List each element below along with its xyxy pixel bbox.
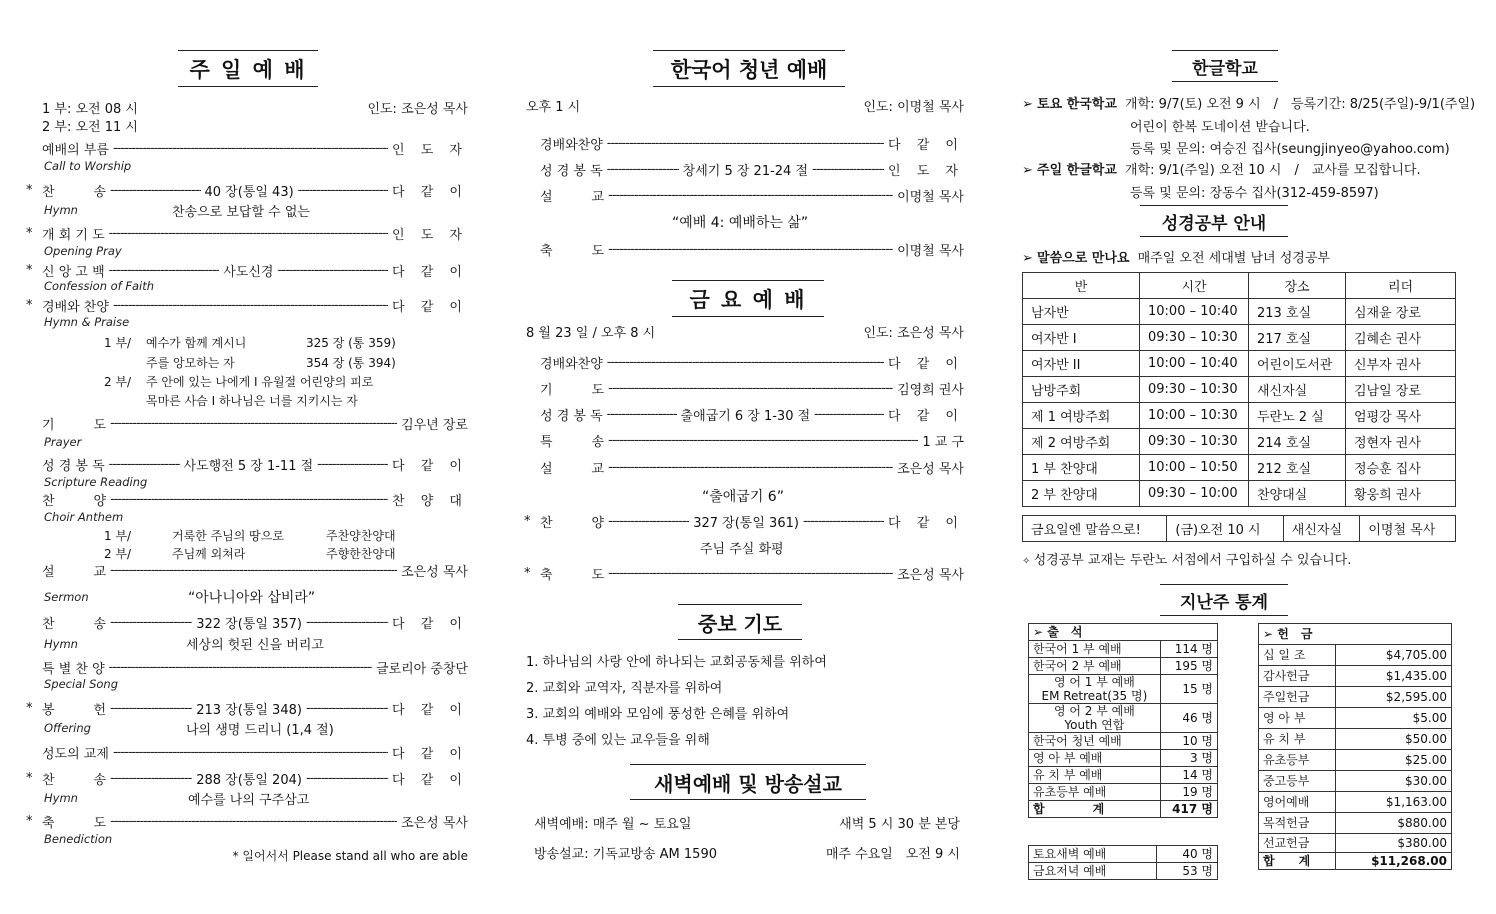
special-en: Special Song xyxy=(44,677,119,691)
bible-intro: ➢ 말씀으로 만나요 매주일 오전 세대별 남녀 성경공부 xyxy=(1022,251,1330,266)
sunday-anthem-row: 찬 양 ----- 찬 양 대 xyxy=(42,489,468,509)
youth-title: 한국어 청년 예배 xyxy=(653,50,845,87)
table-row: 여자반 II 10:00 – 10:40 어린이도서관 신부자 권사 xyxy=(1023,351,1456,377)
call-en: Call to Worship xyxy=(44,159,132,173)
hymn3-title: 예수를 나의 구주삼고 xyxy=(188,793,310,808)
arrow-icon: ➢ xyxy=(1263,627,1278,641)
table-row: 남방주회 09:30 – 10:30 새신자실 김남일 장로 xyxy=(1023,377,1456,403)
table-row: 토요새벽 예배 40 명 xyxy=(1029,846,1218,863)
anthem-choir-2: 주향한찬양대 xyxy=(326,547,396,561)
praise-song-4: 목마른 사슴 I 하나님은 너를 지키시는 자 xyxy=(146,394,358,408)
table-row: 금요저녁 예배 53 명 xyxy=(1029,863,1218,880)
sunday-service-column xyxy=(26,0,468,880)
intercession-item-1: 1. 하나님의 사랑 안에 하나되는 교회공동체를 위하여 xyxy=(526,655,827,670)
sermon-en: Sermon xyxy=(44,590,89,604)
table-row: 금요일엔 말씀으로! (금)오전 10 시 새신자실 이명철 목사 xyxy=(1023,516,1456,542)
radio-time: 매주 수요일 오전 9 시 xyxy=(825,847,960,862)
dawn-title: 새벽예배 및 방송설교 xyxy=(630,764,866,800)
intercession-item-4: 4. 투병 중에 있는 교우들을 위해 xyxy=(526,733,710,748)
arrow-icon: ➢ xyxy=(1033,625,1048,639)
school-sat: ➢ 토요 한국학교 개학: 9/7(토) 오전 9 시 / 등록기간: 8/25(주일)-9/1(주일) xyxy=(1022,97,1476,112)
table-row: 제 2 여방주회 09:30 – 10:30 214 호실 정현자 권사 xyxy=(1023,429,1456,455)
school-sun: ➢ 주일 한글학교 개학: 9/1(주일) 오전 10 시 / 교사를 모집합니다. xyxy=(1022,163,1421,178)
stand-star: * xyxy=(26,182,33,198)
friday-sermon-title: “출애굽기 6” xyxy=(702,489,784,505)
intercession-item-2: 2. 교회와 교역자, 직분자를 위하여 xyxy=(526,681,723,696)
sunday-fellowship-row: 성도의 교제 ----- 다 같 이 xyxy=(42,742,468,762)
diamond-icon: ✧ xyxy=(1022,556,1034,567)
sermon-title: “아나니아와 삽비라” xyxy=(188,590,316,606)
table-row: 한국어 1 부 예배 114 명 xyxy=(1029,641,1218,658)
youth-leader: 인도: 이명철 목사 xyxy=(863,100,964,115)
table-row: 선교헌금 $380.00 xyxy=(1259,834,1452,853)
table-row: 영 아 부 예배 3 명 xyxy=(1029,750,1218,767)
table-row: 유 치 부 예배 14 명 xyxy=(1029,767,1218,784)
sunday-time-1: 1 부: 오전 08 시 xyxy=(42,102,138,117)
sunday-title: 주 일 예 배 xyxy=(178,50,318,87)
table-row: 목적헌금 $880.00 xyxy=(1259,813,1452,834)
sunday-call-row xyxy=(42,138,468,158)
friday-hymn-title: 주님 주실 화평 xyxy=(700,542,784,557)
school-sun-line2: 등록 및 문의: 장동수 집사(312-459-8597) xyxy=(1130,186,1379,201)
friday-title: 금 요 예 배 xyxy=(672,280,824,317)
hymn2-en: Hymn xyxy=(44,637,78,651)
offering-en: Offering xyxy=(44,721,91,735)
table-row: 주일헌금 $2,595.00 xyxy=(1259,687,1452,708)
table-row: 여자반 I 09:30 – 10:30 217 호실 김혜손 권사 xyxy=(1023,325,1456,351)
sunday-reading-row: 성 경 봉 독 ----- 사도행전 5 장 1-11 절 ----- 다 같 이 xyxy=(42,454,468,474)
anthem-en: Choir Anthem xyxy=(44,510,124,524)
friday-leader: 인도: 조은성 목사 xyxy=(863,326,964,341)
youth-time: 오후 1 시 xyxy=(526,100,581,115)
friday-hymn-row: * 찬 양 ----- 327 장(통일 361) ----- 다 같 이 xyxy=(540,511,964,531)
sunday-special-row: 특 별 찬 양 ----- 글로리아 중창단 xyxy=(42,657,468,677)
friday-reading-row: 성 경 봉 독 ----- 출애굽기 6 장 1-30 절 ----- 다 같 이 xyxy=(540,404,964,424)
table-row: 남자반 10:00 – 10:40 213 호실 심재윤 장로 xyxy=(1023,299,1456,325)
praise-song-2: 주를 앙모하는 자 xyxy=(146,356,235,370)
arrow-icon: ➢ xyxy=(1022,251,1038,266)
sunday-bene-row: * 축 도 ----- 조은성 목사 xyxy=(42,811,468,831)
leader: 인 도 자 xyxy=(392,142,468,158)
anthem-choir-1: 주찬양찬양대 xyxy=(326,529,396,543)
table-row: 감사헌금 $1,435.00 xyxy=(1259,666,1452,687)
creed-en: Confession of Faith xyxy=(44,279,155,293)
praise-song-1: 예수가 함께 계시니 xyxy=(146,336,247,350)
offering-title: 나의 생명 드리니 (1,4 절) xyxy=(186,723,334,738)
reading-en: Scripture Reading xyxy=(44,475,148,489)
table-header: 반 시간 장소 리더 xyxy=(1023,273,1456,299)
stand-footnote: * 일어서서 Please stand all who are able xyxy=(232,849,468,863)
table-row: 영 어 2 부 예배 Youth 연합 46 명 xyxy=(1029,704,1218,733)
hymn3-en: Hymn xyxy=(44,791,78,805)
hymn1-title: 찬송으로 보답할 수 없는 xyxy=(172,205,310,220)
table-row: 유초등부 예배 19 명 xyxy=(1029,784,1218,801)
youth-reading-row: 성 경 봉 독 ----- 창세기 5 장 21-24 절 ----- 인 도 자 xyxy=(540,159,964,179)
label: 예배의 부름 xyxy=(42,142,109,158)
offering-header: ➢ 헌 금 xyxy=(1259,624,1452,645)
radio-station: 방송설교: 기독교방송 AM 1590 xyxy=(534,847,717,862)
table-row: 십 일 조 $4,705.00 xyxy=(1259,645,1452,666)
bene-en: Benediction xyxy=(44,832,113,846)
dawn-schedule: 새벽예배: 매주 월 ~ 토요일 xyxy=(534,817,692,832)
youth-bene-row: 축 도 ----- 이명철 목사 xyxy=(540,239,964,259)
table-row: 중고등부 $30.00 xyxy=(1259,771,1452,792)
sunday-creed-row: * 신 앙 고 백 ----- 사도신경 ----- 다 같 이 xyxy=(42,260,468,280)
table-row: 2 부 찬양대 09:30 – 10:00 찬양대실 황웅희 권사 xyxy=(1023,481,1456,507)
youth-sermon-row: 설 교 ----- 이명철 목사 xyxy=(540,185,964,205)
intercession-item-3: 3. 교회의 예배와 모임에 풍성한 은혜를 위하여 xyxy=(526,707,790,722)
table-row: 유초등부 $25.00 xyxy=(1259,750,1452,771)
school-sat-line3: 등록 및 문의: 여승진 집사(seungjinyeo@yahoo.com) xyxy=(1130,142,1450,157)
sunday-time-2: 2 부: 오전 11 시 xyxy=(42,120,138,135)
sunday-offering-row: * 봉 헌 ----- 213 장(통일 348) ----- 다 같 이 xyxy=(42,698,468,718)
friday-study-table xyxy=(1022,515,1456,542)
dawn-place: 새벽 5 시 30 분 본당 xyxy=(839,817,960,832)
friday-praise-row: 경배와찬양 ----- 다 같 이 xyxy=(540,352,964,372)
prayer1-en: Opening Pray xyxy=(44,244,122,258)
school-sat-line2: 어린이 한복 도네이션 받습니다. xyxy=(1130,120,1310,135)
arrow-icon: ➢ xyxy=(1022,163,1038,178)
offering-table xyxy=(1258,623,1452,870)
sunday-hymn2-row: 찬 송 ----- 322 장(통일 357) ----- 다 같 이 xyxy=(42,612,468,632)
intercession-title: 중보 기도 xyxy=(678,604,802,640)
hymn2-title: 세상의 헛된 신을 버리고 xyxy=(186,638,324,653)
attendance-header: ➢ 출 석 xyxy=(1029,624,1218,641)
youth-praise-row: 경배와찬양 ----- 다 같 이 xyxy=(540,133,964,153)
table-row: 영 어 1 부 예배 EM Retreat(35 명) 15 명 xyxy=(1029,675,1218,704)
table-row: 한국어 2 부 예배 195 명 xyxy=(1029,658,1218,675)
attendance-table xyxy=(1028,623,1218,818)
anthem-song-2: 주님께 외쳐라 xyxy=(172,547,246,561)
table-row: 영어예배 $1,163.00 xyxy=(1259,792,1452,813)
friday-special-row: 특 송 ----- 1 교 구 xyxy=(540,430,964,450)
praise-num-1: 325 장 (통 359) xyxy=(306,336,396,350)
anthem-part-2: 2 부/ xyxy=(104,547,132,561)
sunday-prayer2-row: 기 도 ----- 김우년 장로 xyxy=(42,413,468,433)
youth-sermon-title: “예배 4: 예배하는 삶” xyxy=(672,215,809,231)
sunday-prayer1-row: * 개 회 기 도 ----- 인 도 자 xyxy=(42,223,468,243)
table-row: 유 치 부 $50.00 xyxy=(1259,729,1452,750)
sunday-praise-row: * 경배와 찬양 ----- 다 같 이 xyxy=(42,295,468,315)
friday-prayer-row: 기 도 ----- 김영희 권사 xyxy=(540,378,964,398)
sunday-hymn3-row: * 찬 송 ----- 288 장(통일 204) ----- 다 같 이 xyxy=(42,768,468,788)
table-row: 제 1 여방주회 10:00 – 10:30 두란노 2 실 엄평강 목사 xyxy=(1023,403,1456,429)
right-column xyxy=(1022,0,1476,900)
sunday-sermon-row: 설 교 ----- 조은성 목사 xyxy=(42,560,468,580)
attendance-total: 합 계 417 명 xyxy=(1029,801,1218,818)
praise-part-3: 2 부/ xyxy=(104,375,132,389)
stats-title: 지난주 통계 xyxy=(1160,584,1288,616)
hymn1-en: Hymn xyxy=(44,203,78,217)
sunday-hymn1-row: * 찬 송 ----- 40 장(통일 43) ----- 다 같 이 xyxy=(42,180,468,200)
praise-en: Hymn & Praise xyxy=(44,315,130,329)
arrow-icon: ➢ xyxy=(1022,97,1038,112)
bible-title: 성경공부 안내 xyxy=(1140,205,1288,237)
middle-column xyxy=(526,0,964,880)
anthem-song-1: 거룩한 주님의 땅으로 xyxy=(172,529,284,543)
table-row: 영 아 부 $5.00 xyxy=(1259,708,1452,729)
friday-sermon-row: 설 교 ----- 조은성 목사 xyxy=(540,457,964,477)
praise-song-3: 주 안에 있는 나에게 I 유월절 어린양의 피로 xyxy=(146,375,374,389)
table-row: 1 부 찬양대 10:00 – 10:50 212 호실 정승훈 집사 xyxy=(1023,455,1456,481)
friday-bene-row: * 축 도 ----- 조은성 목사 xyxy=(540,563,964,583)
friday-date: 8 월 23 일 / 오후 8 시 xyxy=(526,326,656,341)
sunday-leader: 인도: 조은성 목사 xyxy=(367,102,468,117)
prayer2-en: Prayer xyxy=(44,435,82,449)
praise-part-1: 1 부/ xyxy=(104,336,132,350)
school-title: 한글학교 xyxy=(1172,50,1278,82)
anthem-part-1: 1 부/ xyxy=(104,529,132,543)
bible-note: ✧ 성경공부 교재는 두란노 서점에서 구입하실 수 있습니다. xyxy=(1022,553,1352,568)
praise-num-2: 354 장 (통 394) xyxy=(306,356,396,370)
offering-total: 합 계 $11,268.00 xyxy=(1259,853,1452,870)
table-row: 한국어 청년 예배 10 명 xyxy=(1029,733,1218,750)
attendance-extra-table xyxy=(1028,845,1218,880)
bible-study-table xyxy=(1022,272,1456,507)
